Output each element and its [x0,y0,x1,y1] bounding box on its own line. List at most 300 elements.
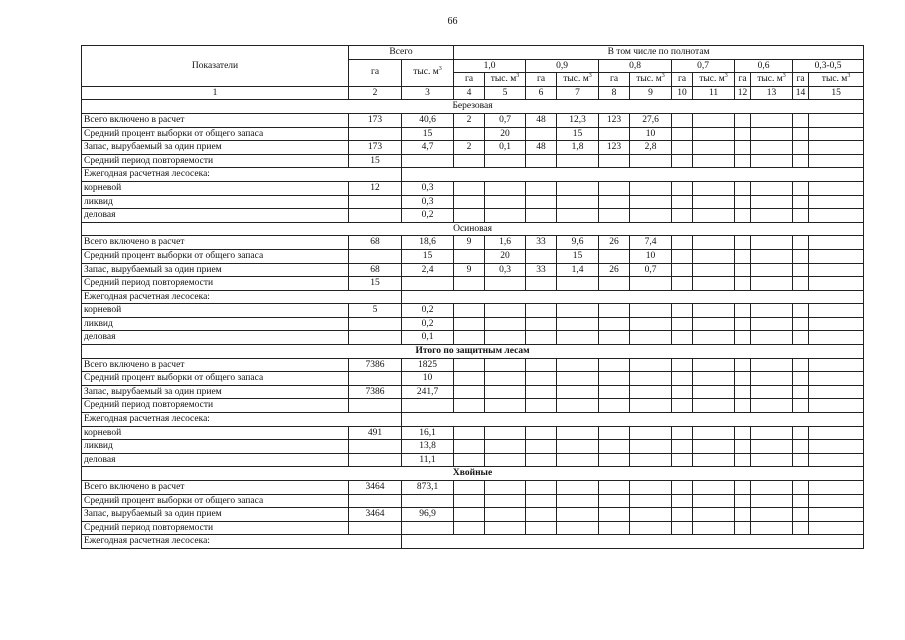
table-cell [809,317,864,331]
table-row [82,508,864,522]
header-density-ha: га [672,73,693,87]
table-cell [809,508,864,522]
table-cell [557,358,599,372]
table-cell [526,209,557,223]
header-density-thous: тыс. $м^3$ [809,73,864,87]
table-cell [630,372,672,386]
column-number: 8 [599,86,630,100]
table-cell [793,249,809,263]
table-row [82,481,864,495]
table-cell [751,317,793,331]
header-total: Всего [349,46,454,60]
row-label: ликвид [82,317,349,331]
table-cell [599,249,630,263]
table-cell: 15 [349,277,402,291]
table-row [82,181,864,195]
table-cell: 33 [526,263,557,277]
row-label: деловая [82,209,349,223]
row-label: Запас, вырубаемый за один прием [82,508,349,522]
table-row [82,521,864,535]
table-cell [672,195,693,209]
table-cell [599,195,630,209]
table-cell [672,494,693,508]
table-cell [485,209,526,223]
header-density-thous: тыс. $м^3$ [751,73,793,87]
table-cell [793,277,809,291]
row-label: корневой [82,181,349,195]
table-cell [672,181,693,195]
table-cell: 9 [454,236,485,250]
table-cell [630,358,672,372]
table-row [82,127,864,141]
header-density-ha: га [735,73,751,87]
table-cell: 15 [402,249,454,263]
table-cell [599,127,630,141]
table-cell [735,181,751,195]
table-cell: 20 [485,127,526,141]
header-column-numbers-row [82,86,864,100]
header-density: 0,9 [526,59,599,73]
table-cell [693,209,735,223]
table-cell [735,358,751,372]
table-cell [599,181,630,195]
table-cell: 0,3 [402,195,454,209]
table-cell [672,209,693,223]
table-cell [630,399,672,413]
table-cell: 1825 [402,358,454,372]
table-cell [557,426,599,440]
table-cell: 10 [630,127,672,141]
table-row [82,236,864,250]
table-cell [735,481,751,495]
table-cell [735,521,751,535]
table-cell [809,181,864,195]
table-row [82,141,864,155]
table-cell [526,331,557,345]
table-cell [693,236,735,250]
table-cell [809,236,864,250]
table-cell [630,181,672,195]
header-by-density: В том числе по полнотам [454,46,864,60]
table-cell [751,127,793,141]
table-cell [526,181,557,195]
table-cell [557,304,599,318]
table-cell [599,521,630,535]
table-cell [809,304,864,318]
table-cell [672,236,693,250]
table-cell [751,263,793,277]
table-cell [630,331,672,345]
table-cell [693,181,735,195]
table-cell: 13,8 [402,440,454,454]
table-cell [693,195,735,209]
table-cell: 0,1 [402,331,454,345]
table-cell [672,481,693,495]
column-number: 15 [809,86,864,100]
table-cell [751,399,793,413]
empty-cell [402,535,864,549]
table-cell [693,263,735,277]
table-cell [349,399,402,413]
table-cell [485,317,526,331]
table-cell [485,440,526,454]
table-cell [402,277,454,291]
table-row [82,399,864,413]
table-row [82,277,864,291]
row-label: Ежегодная расчетная лесосека: [82,413,402,427]
table-cell: 96,9 [402,508,454,522]
table-cell [793,399,809,413]
table-cell: 0,7 [485,113,526,127]
table-cell [526,508,557,522]
table-cell [672,385,693,399]
header-density-ha: га [454,73,485,87]
table-cell [454,195,485,209]
table-cell [672,508,693,522]
column-number: 6 [526,86,557,100]
table-cell [672,113,693,127]
table-cell [454,521,485,535]
table-cell: 3464 [349,508,402,522]
table-cell: 7,4 [630,236,672,250]
table-cell: 3464 [349,481,402,495]
column-number: 2 [349,86,402,100]
table-cell [557,372,599,386]
table-cell [693,304,735,318]
table-cell [402,154,454,168]
table-cell [809,113,864,127]
table-cell [599,277,630,291]
table-cell: 0,3 [402,181,454,195]
table-cell [526,304,557,318]
table-cell: 2 [454,113,485,127]
table-row [82,413,864,427]
table-cell [793,508,809,522]
table-cell [672,304,693,318]
table-cell [599,453,630,467]
table-cell [735,440,751,454]
column-number: 7 [557,86,599,100]
table-cell [751,426,793,440]
table-cell [599,372,630,386]
table-cell [672,263,693,277]
table-cell [735,195,751,209]
table-cell [793,195,809,209]
table-cell [751,372,793,386]
table-cell [526,358,557,372]
table-cell [735,317,751,331]
table-cell [599,426,630,440]
table-cell [693,317,735,331]
table-row [82,113,864,127]
table-cell [693,508,735,522]
table-cell [793,317,809,331]
table-cell [526,372,557,386]
table-cell [751,508,793,522]
table-cell [672,277,693,291]
table-cell [526,385,557,399]
empty-cell [402,168,864,182]
table-cell [693,154,735,168]
table-cell [809,494,864,508]
section-title: Березовая [82,100,864,114]
table-cell: 0,1 [485,141,526,155]
table-cell [809,249,864,263]
table-cell [809,426,864,440]
table-cell [630,277,672,291]
row-label: Средний процент выборки от общего запаса [82,494,349,508]
table-cell [630,440,672,454]
table-cell: 40,6 [402,113,454,127]
table-cell [599,358,630,372]
table-cell [630,521,672,535]
table-cell [751,195,793,209]
table-cell [526,317,557,331]
table-cell [557,453,599,467]
table-cell [793,481,809,495]
table-cell [693,113,735,127]
table-cell [630,508,672,522]
table-row [82,249,864,263]
table-cell [349,127,402,141]
header-density-ha: га [599,73,630,87]
table-cell [557,331,599,345]
table-cell [751,209,793,223]
table-cell [693,481,735,495]
table-cell: 9,6 [557,236,599,250]
table-cell: 10 [630,249,672,263]
table-cell: 491 [349,426,402,440]
table-cell [735,141,751,155]
table-cell [349,209,402,223]
table-cell [735,399,751,413]
table-cell [485,372,526,386]
table-cell [630,385,672,399]
section-title-row [82,222,864,236]
table-cell [557,440,599,454]
table-cell [672,154,693,168]
row-label: Запас, вырубаемый за один прием [82,141,349,155]
table-cell [526,426,557,440]
table-cell [751,481,793,495]
header-total-ha: га [349,59,402,86]
table-cell: 0,7 [630,263,672,277]
table-row [82,168,864,182]
row-label: Всего включено в расчет [82,358,349,372]
header-density: 0,8 [599,59,672,73]
table-cell: 15 [402,127,454,141]
table-cell [402,521,454,535]
row-label: Средний процент выборки от общего запаса [82,127,349,141]
table-cell [485,195,526,209]
table-cell [809,141,864,155]
table-cell [793,236,809,250]
table-row [82,290,864,304]
header-density: 1,0 [454,59,526,73]
column-number: 11 [693,86,735,100]
table-cell: 4,7 [402,141,454,155]
table-cell [672,399,693,413]
table-cell [630,304,672,318]
table-cell [751,304,793,318]
table-cell [454,304,485,318]
table-cell [557,521,599,535]
table-cell [557,494,599,508]
table-cell [454,317,485,331]
table-cell [693,385,735,399]
table-cell [735,426,751,440]
table-row [82,426,864,440]
table-cell [454,426,485,440]
table-cell [630,195,672,209]
row-label: ликвид [82,440,349,454]
table-cell [672,331,693,345]
row-label: Всего включено в расчет [82,113,349,127]
table-cell: 48 [526,113,557,127]
table-cell [454,127,485,141]
row-label: Всего включено в расчет [82,481,349,495]
table-cell [485,181,526,195]
table-cell [735,277,751,291]
table-cell: 15 [349,154,402,168]
table-cell [751,181,793,195]
section-title: Итого по защитным лесам [82,345,864,359]
table-cell [793,440,809,454]
table-cell: 11,1 [402,453,454,467]
table-cell [630,453,672,467]
table-cell [599,494,630,508]
table-cell [526,440,557,454]
table-cell: 2 [454,141,485,155]
header-density-thous: тыс. $м^3$ [485,73,526,87]
table-cell [693,358,735,372]
row-label: корневой [82,304,349,318]
table-cell [349,440,402,454]
table-cell [485,304,526,318]
table-cell: 27,6 [630,113,672,127]
table-cell [672,426,693,440]
table-cell: 12 [349,181,402,195]
table-cell [809,358,864,372]
table-row [82,154,864,168]
table-cell [809,372,864,386]
header-density-ha: га [526,73,557,87]
table-cell [793,154,809,168]
table-cell: 0,2 [402,317,454,331]
table-cell: 18,6 [402,236,454,250]
row-label: Ежегодная расчетная лесосека: [82,535,402,549]
table-cell [751,521,793,535]
table-cell [735,372,751,386]
table-cell [809,453,864,467]
table-cell [793,453,809,467]
table-cell [526,154,557,168]
table-cell [735,508,751,522]
table-cell [630,494,672,508]
table-cell [672,317,693,331]
header-density: 0,6 [735,59,793,73]
table-cell [485,521,526,535]
section-title-row [82,467,864,481]
row-label: деловая [82,453,349,467]
table-cell [735,113,751,127]
table-cell: 873,1 [402,481,454,495]
table-cell [454,249,485,263]
table-cell [349,317,402,331]
table-cell [454,453,485,467]
column-number: 9 [630,86,672,100]
table-row [82,358,864,372]
column-number: 4 [454,86,485,100]
row-label: Ежегодная расчетная лесосека: [82,168,402,182]
column-number: 1 [82,86,349,100]
table-cell [526,453,557,467]
table-cell [672,372,693,386]
table-cell [599,399,630,413]
table-cell [672,249,693,263]
table-cell [793,209,809,223]
table-cell [454,385,485,399]
table-cell [599,385,630,399]
table-cell [557,277,599,291]
table-cell [485,426,526,440]
column-number: 3 [402,86,454,100]
table-cell [630,154,672,168]
empty-cell [402,413,864,427]
table-cell [454,399,485,413]
column-number: 13 [751,86,793,100]
table-cell: 16,1 [402,426,454,440]
row-label: Средний период повторяемости [82,521,349,535]
table-cell [735,209,751,223]
table-cell [485,385,526,399]
table-cell [735,304,751,318]
table-cell [793,494,809,508]
table-cell [485,508,526,522]
table-row [82,304,864,318]
table-cell [751,358,793,372]
row-label: корневой [82,426,349,440]
table-row [82,331,864,345]
header-total-thous: тыс. $м^3$ [402,59,454,86]
table-cell: 26 [599,236,630,250]
table-cell [485,277,526,291]
table-cell: 2,8 [630,141,672,155]
table-cell [349,494,402,508]
table-cell: 26 [599,263,630,277]
table-body [82,100,864,549]
table-cell [557,195,599,209]
table-cell [809,195,864,209]
table-cell [557,481,599,495]
table-cell [485,154,526,168]
table-cell [693,440,735,454]
table-row [82,385,864,399]
table-cell: 241,7 [402,385,454,399]
column-number: 10 [672,86,693,100]
table-cell: 9 [454,263,485,277]
table-cell [672,440,693,454]
row-label: Средний период повторяемости [82,399,349,413]
table-cell [599,440,630,454]
table-cell [793,141,809,155]
row-label: деловая [82,331,349,345]
table-cell [599,317,630,331]
table-cell [526,521,557,535]
table-cell [402,399,454,413]
table-cell [809,154,864,168]
table-cell: 2,4 [402,263,454,277]
